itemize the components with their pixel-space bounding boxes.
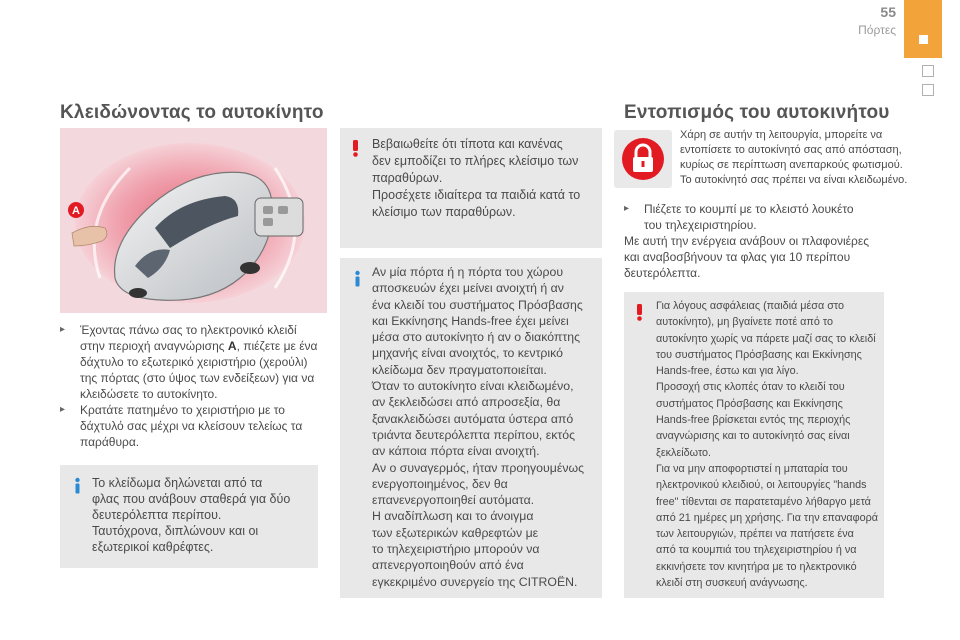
box-line: Βεβαιωθείτε ότι τίποτα και κανένας [372, 137, 563, 151]
box-line: φλας που ανάβουν σταθερά για δύο [92, 492, 291, 506]
list-item [60, 322, 330, 402]
box-line: free" τίθενται σε παρατεταμένο λήθαργο μετά [656, 495, 871, 508]
box-line: από 21 ημέρες μη χρήσης. Για την επαναφορά [656, 511, 878, 524]
box-line: των εξωτερικών καθρεφτών με [372, 525, 539, 540]
box-line: Για λόγους ασφάλειας (παιδιά μέσα στο [656, 300, 844, 312]
box-line: εγκεκριμένο συνεργείο της CITROËN. [372, 574, 578, 589]
box-line: ξανακλειδώσει αυτόματα ύστερα από [372, 411, 574, 426]
label-a: A [72, 205, 80, 217]
result-line: και αναβοσβήνουν τα φλας για 10 περίπου [624, 250, 851, 264]
list-item [60, 402, 330, 450]
box-line: μέσα στο αυτοκίνητο ή αν ο διακόπτης [372, 330, 581, 345]
bullet-line: Πιέζετε το κουμπί με το κλειστό λουκέτο [644, 202, 854, 216]
exclamation-icon [348, 140, 363, 157]
box-line: επανενεργοποιηθεί αυτόματα. [372, 493, 535, 508]
box-line: αυτοκίνητο χωρίς να πάρετε μαζί σας το κλειδί [656, 332, 876, 345]
zone-ref: A [227, 339, 237, 353]
box-line: κλείδωμα δεν πραγματοποιείται. [372, 362, 547, 377]
arrow-bullet-icon: ▸ [60, 404, 66, 415]
locate-instructions [624, 201, 924, 281]
box-line: Προσέχετε ιδιαίτερα τα παιδιά κατά το [372, 188, 581, 202]
box-line: απενεργοποιηθούν από ένα [372, 558, 524, 573]
box-line: αυτοκίνητο), μη βγαίνετε ποτέ από το [656, 316, 833, 329]
box-line: αν κάποια πόρτα είναι ανοιχτή. [372, 444, 540, 459]
result-line: δευτερόλεπτα. [624, 266, 701, 280]
padlock-icon [614, 130, 672, 188]
box-line: συστήματος Πρόσβασης και Εκκίνησης [656, 397, 843, 410]
warning-box-windows [340, 128, 602, 248]
box-line: εξωτερικοί καθρέφτες. [92, 540, 214, 554]
box-line: Προσοχή στις κλοπές όταν το κλειδί του [656, 381, 845, 394]
box-line: Ταυτόχρονα, διπλώνουν και οι [92, 524, 259, 538]
box-line: δεν εμποδίζει το πλήρες κλείσιμο των [372, 154, 579, 168]
info-box-central-locking [340, 258, 602, 598]
tab-outline-icon[interactable] [922, 84, 934, 96]
arrow-bullet-icon: ▸ [60, 324, 66, 335]
box-line: Για να μην αποφορτιστεί η μπαταρία του [656, 462, 848, 475]
box-line: κλείσιμο των παραθύρων. [372, 205, 516, 219]
box-line: τριάντα δευτερόλεπτα περίπου, εκτός [372, 427, 576, 442]
box-line: Αν μία πόρτα ή η πόρτα του χώρου [372, 265, 564, 279]
car-illustration [60, 128, 327, 313]
intro-line: κυρίως σε περίπτωση ανεπαρκούς φωτισμού. [680, 159, 903, 171]
lock-badge [614, 130, 672, 188]
bullet-line: δάχτυλο το εξωτερικό χειριστήριο (χερούλι) [80, 355, 308, 369]
bullet-line: κλειδώσετε το αυτοκίνητο. [80, 387, 218, 401]
info-icon [70, 477, 85, 494]
intro-line: Το αυτοκίνητό σας πρέπει να είναι κλειδωμένο. [680, 174, 908, 186]
box-line: Η αναδίπλωση και το άνοιγμα [372, 509, 534, 524]
left-bullet-list [60, 322, 330, 450]
section-tab[interactable] [904, 0, 942, 58]
box-line: αν ξεκλειδώσει από απροσεξία, θα [372, 395, 561, 410]
bullet-line: Έχοντας πάνω σας το ηλεκτρονικό κλειδί [80, 323, 297, 337]
box-line: Το κλείδωμα δηλώνεται από τα [92, 476, 263, 490]
arrow-bullet-icon: ▸ [624, 203, 630, 214]
box-line: Αν ο συναγερμός, ήταν προηγουμένως [372, 460, 584, 475]
box-line: Hands-free βρίσκεται εντός της περιοχής [656, 414, 851, 427]
box-line: μηχανής είναι ανοιχτός, το κεντρικό [372, 346, 563, 361]
warning-box-security [624, 292, 884, 598]
intro-line: Χάρη σε αυτήν τη λειτουργία, μπορείτε να [680, 129, 883, 141]
section-label: Πόρτες [858, 23, 896, 37]
result-line: Με αυτή την ενέργεια ανάβουν οι πλαφονιέρες [624, 234, 869, 248]
page-number: 55 [880, 4, 896, 20]
info-box-locking [60, 465, 318, 568]
exclamation-icon [632, 304, 647, 321]
bullet-line: στην περιοχή αναγνώρισης A, πιέζετε με ένα [80, 339, 318, 353]
box-line: εκκινήσετε τον κινητήρα με το ηλεκτρονικό [656, 560, 857, 573]
info-icon [350, 270, 365, 287]
box-line: ένα κλειδί του συστήματος Πρόσβασης [372, 297, 583, 312]
box-line: αναγνώρισης και το αυτοκίνητό σας είναι [656, 430, 850, 443]
tab-marker-icon [919, 35, 928, 44]
box-line: από τα κουμπιά του τηλεχειριστηρίου ή να [656, 544, 857, 557]
box-line: κλειδί στη συσκευή ανάγνωσης. [656, 577, 808, 590]
box-line: αποσκευών έχει μείνει ανοιχτή ή αν [372, 281, 564, 296]
box-line: Όταν το αυτοκίνητο είναι κλειδωμένο, [372, 379, 574, 394]
bullet-line: του τηλεχειριστηρίου. [644, 218, 757, 232]
box-line: παραθύρων. [372, 171, 443, 185]
right-title: Εντοπισμός του αυτοκινήτου [624, 102, 890, 123]
box-line: ενεργοποιημένος, δεν θα [372, 476, 508, 491]
intro-line: εντοπίσετε το αυτοκίνητό σας από απόσταση, [680, 144, 902, 156]
list-item [624, 201, 924, 233]
box-line: Hands-free, έστω και για λίγο. [656, 365, 799, 378]
box-line: το τηλεχειριστήριο μπορούν να [372, 542, 540, 557]
box-line: ξεκλείδωτο. [656, 446, 712, 459]
box-line: των λειτουργιών, πρέπει να πατήσετε ένα [656, 528, 854, 541]
box-line: ηλεκτρονικού κλειδιού, οι λειτουργίες "hands [656, 479, 867, 492]
locate-intro [680, 128, 907, 188]
box-line: δευτερόλεπτα περίπου. [92, 508, 222, 522]
bullet-line: δάχτυλό σας μέχρι να κλείσουν τελείως τα [80, 419, 303, 433]
tab-outline-icon[interactable] [922, 65, 934, 77]
box-line: και Εκκίνησης Hands-free έχει μείνει [372, 313, 569, 328]
box-line: του συστήματος Πρόσβασης και Εκκίνησης [656, 348, 862, 361]
left-title: Κλειδώνοντας το αυτοκίνητο [60, 102, 324, 123]
bullet-line: παράθυρα. [80, 435, 140, 449]
bullet-line: Κρατάτε πατημένο το χειριστήριο με το [80, 403, 285, 417]
bullet-line: της πόρτας (στο ύψος των ενδείξεων) για να [80, 371, 315, 385]
